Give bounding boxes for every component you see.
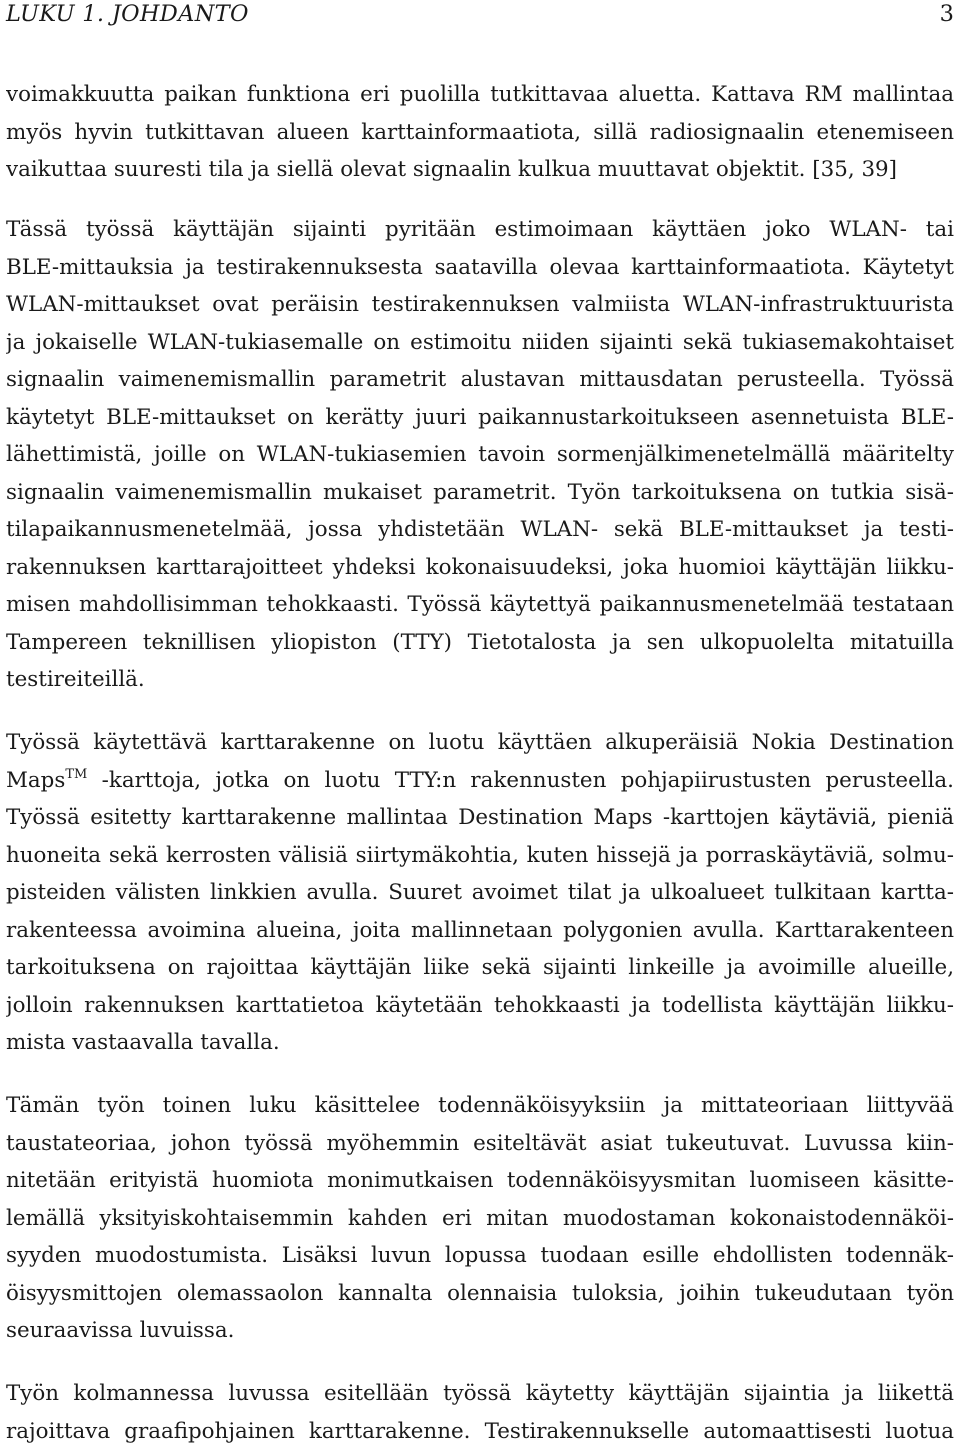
text-line: seuraavissa luvuissa.: [6, 1318, 235, 1343]
maps-word: Maps: [6, 767, 66, 793]
text-line: taustateoriaa, johon työssä myöhemmin esiteltävät asiat tukeutuvat. Luvussa kiin-: [6, 1130, 954, 1156]
text-line: myös hyvin tutkittavan alueen karttainformaatiota, sillä radiosignaalin etenemiseen: [6, 119, 954, 145]
text-line: WLAN-mittaukset ovat peräisin testirakennuksen valmiista WLAN-infrastruktuurista: [6, 292, 954, 317]
text-line: signaalin vaimenemismallin mukaiset parametrit. Työn tarkoituksena on tutkia sisä-: [6, 479, 954, 505]
running-header: [6, 0, 954, 30]
text-line: nitetään erityistä huomiota monimutkaisen todennäköisyysmitan luomiseen käsitte-: [6, 1168, 954, 1193]
trademark-symbol: TM: [65, 766, 88, 782]
text-line: rakennuksen karttarajoitteet yhdeksi kokonaisuudeksi, joka huomioi käyttäjän liikku-: [6, 554, 954, 580]
text-line: huoneita sekä kerrosten välisiä siirtymäkohtia, kuten hissejä ja porraskäytäviä, solmu-: [6, 842, 954, 868]
text-line: Tämän työn toinen luku käsittelee todennäköisyyksiin ja mittateoriaan liittyvää: [6, 1093, 954, 1118]
text-line: voimakkuutta paikan funktiona eri puolilla tutkittavaa aluetta. Kattava RM mallintaa: [6, 82, 954, 107]
paragraph-5: [6, 1375, 954, 1450]
text-line: pisteiden välisten linkkien avulla. Suuret avoimet tilat ja ulkoalueet tulkitaan kartta-: [6, 880, 954, 905]
text-line: vaikuttaa suuresti tila ja siellä olevat signaalin kulkua muuttavat objektit. [35, 39]: [6, 157, 898, 182]
paragraph-1: [6, 76, 954, 189]
text-line: käytetyt BLE-mittaukset on kerätty juuri paikannustarkoitukseen asennetuista BLE-: [6, 404, 954, 430]
text-line-with-trademark: [6, 762, 954, 800]
page-number: 3: [939, 1, 954, 27]
paragraph-2: [6, 211, 954, 699]
text-line: Työssä esitetty karttarakenne mallintaa Destination Maps -karttojen käytäviä, pieniä: [6, 805, 954, 830]
text-fragment: -karttoja, jotka on luotu TTY:n rakennusten pohjapiirustusten perusteella.: [101, 767, 954, 793]
text-line: lähettimistä, joille on WLAN-tukiasemien tavoin sormenjälkimenetelmällä määritelty: [6, 442, 954, 467]
paragraph-4: [6, 1087, 954, 1350]
text-line: lemällä yksityiskohtaisemmin kahden eri mitan muodostaman kokonaistodennäköi-: [6, 1205, 954, 1231]
paragraph-3: [6, 724, 954, 1062]
text-line: jolloin rakennuksen karttatietoa käytetään tehokkaasti ja todellista käyttäjän liikku-: [6, 992, 954, 1018]
text-line: signaalin vaimenemismallin parametrit alustavan mittausdatan perusteella. Työssä: [6, 367, 954, 392]
text-line: BLE-mittauksia ja testirakennuksesta saatavilla olevaa karttainformaatiota. Käytetyt: [6, 254, 954, 280]
text-line: testireiteillä.: [6, 667, 145, 692]
text-line: öisyysmittojen olemassaolon kannalta olennaisia tuloksia, joihin tukeudutaan työn: [6, 1280, 954, 1306]
text-line: rakenteessa avoimina alueina, joita mallinnetaan polygonien avulla. Karttarakenteen: [6, 917, 954, 943]
text-line: misen mahdollisimman tehokkaasti. Työssä käytettyä paikannusmenetelmää testataan: [6, 592, 954, 617]
text-line: tilapaikannusmenetelmää, jossa yhdistetään WLAN- sekä BLE-mittaukset ja testi-: [6, 517, 954, 542]
text-line: rajoittava graafipohjainen karttarakenne. Testirakennukselle automaattisesti luotua: [6, 1418, 954, 1444]
text-line: tarkoituksena on rajoittaa käyttäjän liike sekä sijainti linkeille ja avoimille alueille,: [6, 955, 954, 980]
text-line: ja jokaiselle WLAN-tukiasemalle on estimoitu niiden sijainti sekä tukiasemakohtaiset: [6, 329, 954, 355]
text-line: syyden muodostumista. Lisäksi luvun lopussa tuodaan esille ehdollisten todennäk-: [6, 1243, 954, 1268]
text-line: Työssä käytettävä karttarakenne on luotu käyttäen alkuperäisiä Nokia Destination: [6, 730, 954, 755]
text-line: Tampereen teknillisen yliopiston (TTY) Tietotalosta ja sen ulkopuolelta mitatuilla: [6, 629, 954, 655]
text-line: mista vastaavalla tavalla.: [6, 1030, 280, 1055]
chapter-title: LUKU 1. JOHDANTO: [6, 1, 249, 27]
text-line: Tässä työssä käyttäjän sijainti pyritään estimoimaan käyttäen joko WLAN- tai: [6, 217, 954, 242]
text-line: Työn kolmannessa luvussa esitellään työssä käytetty käyttäjän sijaintia ja liikettä: [6, 1381, 954, 1406]
